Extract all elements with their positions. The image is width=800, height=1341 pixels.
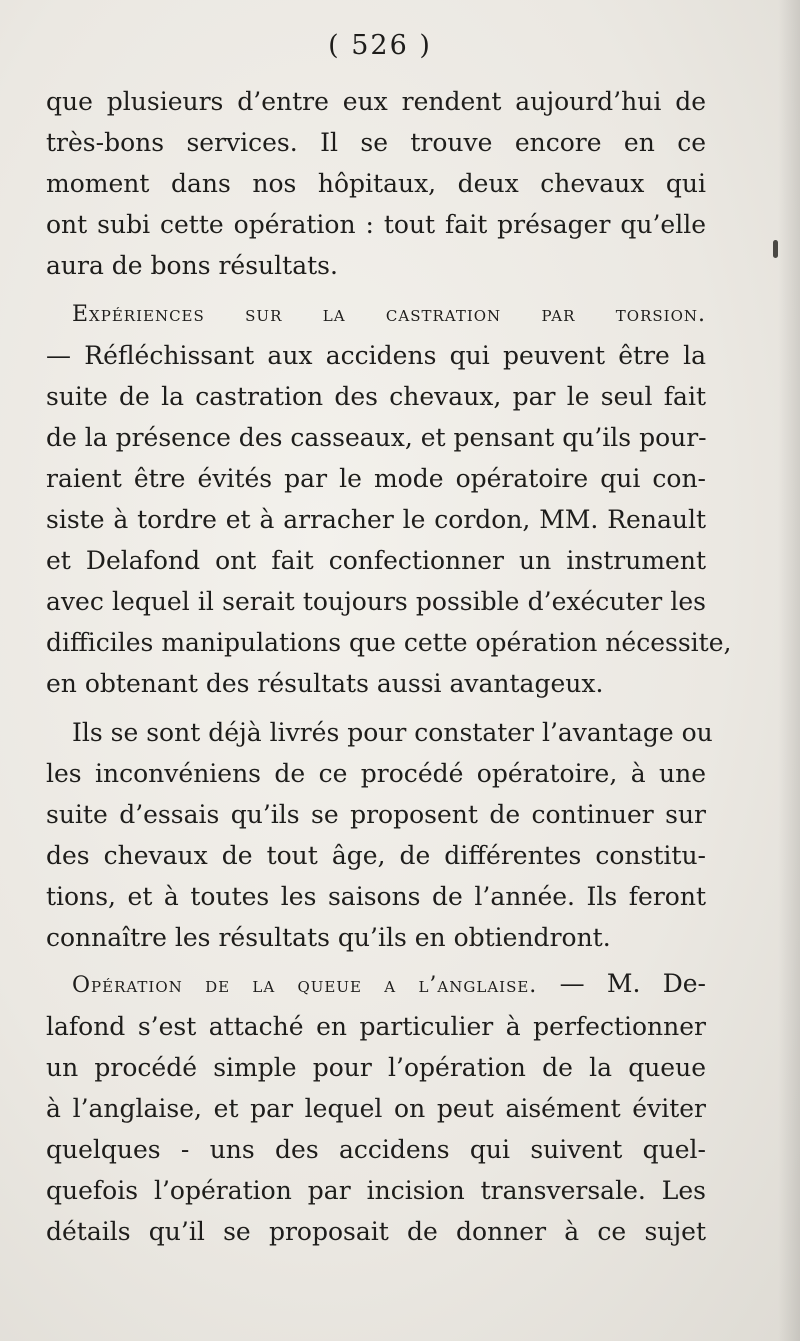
section-heading: Opération de la queue a l’anglaise.: [72, 973, 538, 998]
text-line: et Delafond ont fait confectionner un instrument: [46, 546, 706, 575]
text-line: — Réfléchissant aux accidens qui peuvent être la: [46, 341, 706, 370]
text-line: que plusieurs d’entre eux rendent aujourd’hui de: [46, 87, 706, 116]
text-line: des chevaux de tout âge, de différentes constitu-: [46, 841, 706, 870]
text-line: très-bons services. Il se trouve encore en ce: [46, 128, 706, 157]
ink-mark: [773, 240, 778, 258]
text-line: de la présence des casseaux, et pensant qu’ils pour-: [46, 423, 707, 452]
paragraph-tail-operation: [46, 963, 706, 1252]
text-line: suite de la castration des chevaux, par le seul fait: [46, 382, 706, 411]
text-line: un procédé simple pour l’opération de la queue: [46, 1053, 706, 1082]
text-line: tions, et à toutes les saisons de l’année. Ils feront: [46, 882, 706, 911]
text-line: connaître les résultats qu’ils en obtiendront.: [46, 923, 611, 952]
text-line: raient être évités par le mode opératoire qui con-: [46, 464, 706, 493]
text-line: avec lequel il serait toujours possible d’exécuter les: [46, 587, 706, 616]
paragraph-experiments: [46, 712, 713, 958]
paragraph-castration: [46, 294, 732, 704]
text-line: quelques - uns des accidens qui suivent quel-: [46, 1135, 706, 1164]
text-line: les inconvéniens de ce procédé opératoire, à une: [46, 759, 706, 788]
page-number: ( 526 ): [328, 30, 432, 61]
text-line: suite d’essais qu’ils se proposent de continuer sur: [46, 800, 706, 829]
text-line: siste à tordre et à arracher le cordon, MM. Renault: [46, 505, 706, 534]
text-line: aura de bons résultats.: [46, 251, 338, 280]
text-line: difficiles manipulations que cette opération nécessite,: [46, 628, 732, 657]
text-line: ont subi cette opération : tout fait présager qu’elle: [46, 210, 706, 239]
text-line: quefois l’opération par incision transversale. Les: [46, 1176, 706, 1205]
text-fragment: — M. De-: [559, 969, 706, 998]
page-edge-shadow: [778, 0, 800, 1341]
text-line: à l’anglaise, et par lequel on peut aisément éviter: [46, 1094, 706, 1123]
section-heading: Expériences sur la castration par torsion.: [72, 302, 706, 327]
paragraph-continuation: [46, 81, 706, 286]
text-line: en obtenant des résultats aussi avantageux.: [46, 669, 604, 698]
text-line: moment dans nos hôpitaux, deux chevaux qui: [46, 169, 706, 198]
section-heading-line: [46, 963, 706, 1006]
text-line: Ils se sont déjà livrés pour constater l’avantage ou: [72, 718, 713, 747]
text-line: lafond s’est attaché en particulier à perfectionner: [46, 1012, 706, 1041]
text-line: détails qu’il se proposait de donner à ce sujet: [46, 1217, 706, 1246]
